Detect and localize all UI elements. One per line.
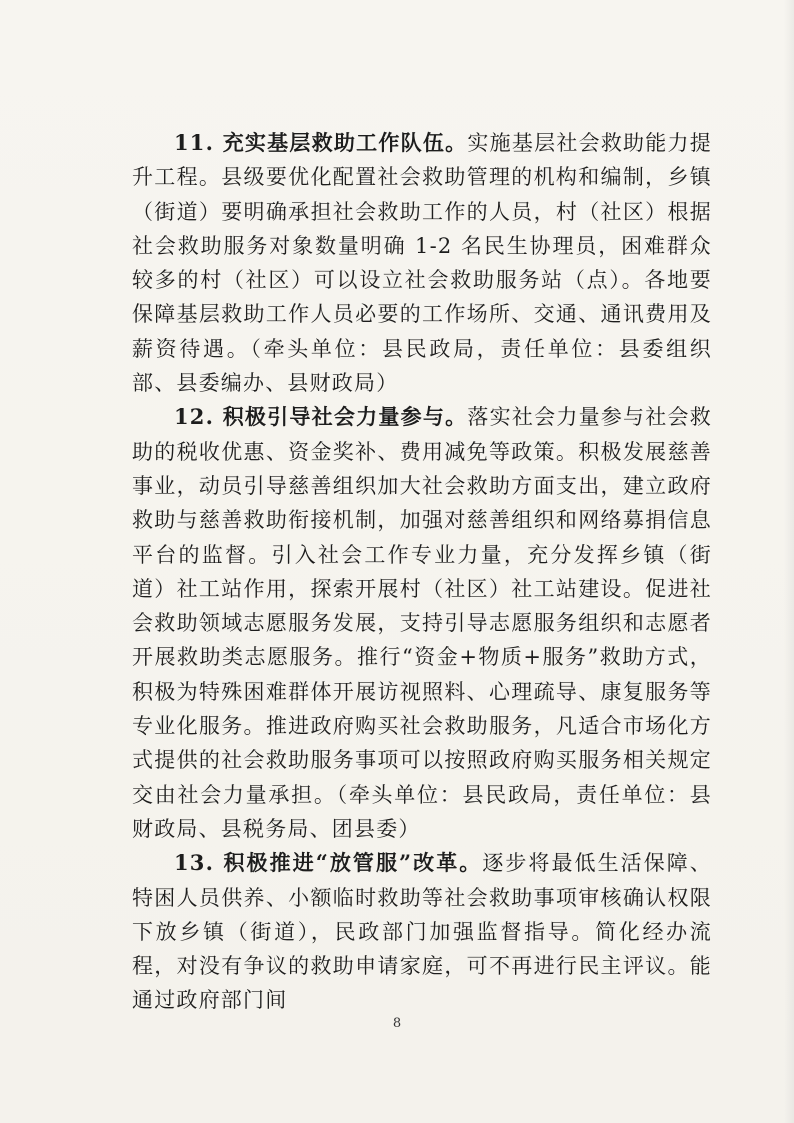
paragraph-heading: 12. 积极引导社会力量参与。 bbox=[174, 404, 468, 430]
page-edge-shadow bbox=[784, 0, 794, 1123]
document-body bbox=[132, 126, 712, 1018]
paragraph-text: 实施基层社会救助能力提升工程。县级要优化配置社会救助管理的机构和编制，乡镇（街道）要明确承担社会救助工作的人员，村（社区）根据社会救助服务对象数量明确 1-2 名民生协理员，困难群众较多的村（社区）可以设立社会救助服务站（点）。各地要保障基层救助工作人员必要的工作场所、交通、通讯费用及薪资待遇。（牵头单位：县民政局，责任单位：县委组织部、县委编办、县财政局） bbox=[132, 131, 712, 396]
page-number: 8 bbox=[392, 1016, 402, 1031]
paragraph-heading: 13. 积极推进“放管服”改革。 bbox=[174, 850, 483, 876]
paragraph-item-12 bbox=[132, 400, 712, 846]
paragraph-text: 落实社会力量参与社会救助的税收优惠、资金奖补、费用减免等政策。积极发展慈善事业，动员引导慈善组织加大社会救助方面支出，建立政府救助与慈善救助衔接机制，加强对慈善组织和网络募捐信息平台的监督。引入社会工作专业力量，充分发挥乡镇（街道）社工站作用，探索开展村（社区）社工站建设。促进社会救助领域志愿服务发展，支持引导志愿服务组织和志愿者开展救助类志愿服务。推行“资金+物质+服务”救助方式，积极为特殊困难群体开展访视照料、心理疏导、康复服务等专业化服务。推进政府购买社会救助服务，凡适合市场化方式提供的社会救助服务事项可以按照政府购买服务相关规定交由社会力量承担。（牵头单位：县民政局，责任单位：县财政局、县税务局、团县委） bbox=[132, 405, 712, 841]
paragraph-item-13 bbox=[132, 846, 712, 1017]
paragraph-heading: 11. 充实基层救助工作队伍。 bbox=[174, 130, 468, 155]
paragraph-item-11 bbox=[132, 126, 712, 400]
paragraph-text: 逐步将最低生活保障、特困人员供养、小额临时救助等社会救助事项审核确认权限下放乡镇（街道），民政部门加强监督指导。简化经办流程，对没有争议的救助申请家庭，可不再进行民主评议。能通过政府部门间 bbox=[132, 851, 713, 1013]
